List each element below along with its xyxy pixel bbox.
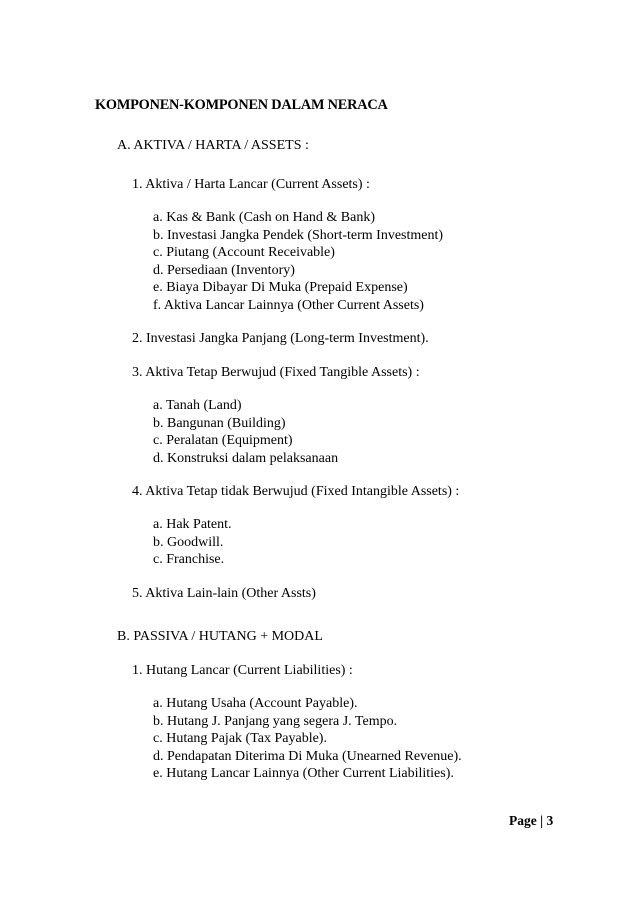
- list-item: [132, 483, 459, 569]
- item-heading: 4. Aktiva Tetap tidak Berwujud (Fixed Intangible Assets) :: [132, 484, 460, 499]
- section-aktiva: [117, 137, 459, 602]
- list-item: [132, 364, 459, 467]
- sub-item: c. Franchise.: [153, 552, 225, 567]
- sub-item: b. Goodwill.: [153, 534, 224, 550]
- sub-item: c. Piutang (Account Receivable): [153, 245, 335, 260]
- section-heading: B. PASSIVA / HUTANG + MODAL: [117, 629, 323, 644]
- sub-item: a. Tanah (Land): [153, 398, 242, 413]
- list-item: [132, 330, 459, 347]
- sub-list: [153, 516, 459, 569]
- list-item: [132, 176, 459, 314]
- sub-item: d. Pendapatan Diterima Di Muka (Unearned Revenue).: [153, 748, 462, 764]
- sub-item: b. Hutang J. Panjang yang segera J. Tempo.: [153, 713, 398, 729]
- sub-item: d. Persediaan (Inventory): [153, 262, 295, 278]
- sub-item: b. Bangunan (Building): [153, 415, 286, 431]
- item-heading: 2. Investasi Jangka Panjang (Long-term Investment).: [132, 331, 429, 346]
- sub-list: [153, 695, 462, 783]
- list-item: [132, 585, 459, 602]
- sub-list: [153, 397, 459, 467]
- sub-item: e. Biaya Dibayar Di Muka (Prepaid Expense): [153, 280, 408, 295]
- item-heading: 5. Aktiva Lain-lain (Other Assts): [132, 585, 316, 601]
- sub-list: [153, 209, 459, 314]
- sub-item: b. Investasi Jangka Pendek (Short-term Investment): [153, 227, 444, 243]
- section-passiva: [117, 628, 462, 783]
- item-list: [117, 662, 462, 783]
- sub-item: c. Hutang Pajak (Tax Payable).: [153, 731, 327, 746]
- section-heading: A. AKTIVA / HARTA / ASSETS :: [117, 138, 309, 153]
- sub-item: a. Hutang Usaha (Account Payable).: [153, 696, 358, 711]
- item-heading: 3. Aktiva Tetap Berwujud (Fixed Tangible Assets) :: [132, 365, 420, 380]
- sub-item: d. Konstruksi dalam pelaksanaan: [153, 450, 339, 466]
- list-item: [132, 662, 462, 783]
- sub-item: f. Aktiva Lancar Lainnya (Other Current Assets): [153, 297, 424, 313]
- sub-item: e. Hutang Lancar Lainnya (Other Current Liabilities).: [153, 766, 454, 781]
- sub-item: c. Peralatan (Equipment): [153, 433, 293, 448]
- sub-item: a. Hak Patent.: [153, 517, 232, 532]
- item-heading: 1. Hutang Lancar (Current Liabilities) :: [132, 663, 353, 678]
- document-title: KOMPONEN-KOMPONEN DALAM NERACA: [95, 97, 388, 113]
- sub-item: a. Kas & Bank (Cash on Hand & Bank): [153, 210, 376, 225]
- item-list: [117, 176, 459, 602]
- page-number: Page | 3: [509, 813, 554, 828]
- item-heading: 1. Aktiva / Harta Lancar (Current Assets) :: [132, 177, 370, 192]
